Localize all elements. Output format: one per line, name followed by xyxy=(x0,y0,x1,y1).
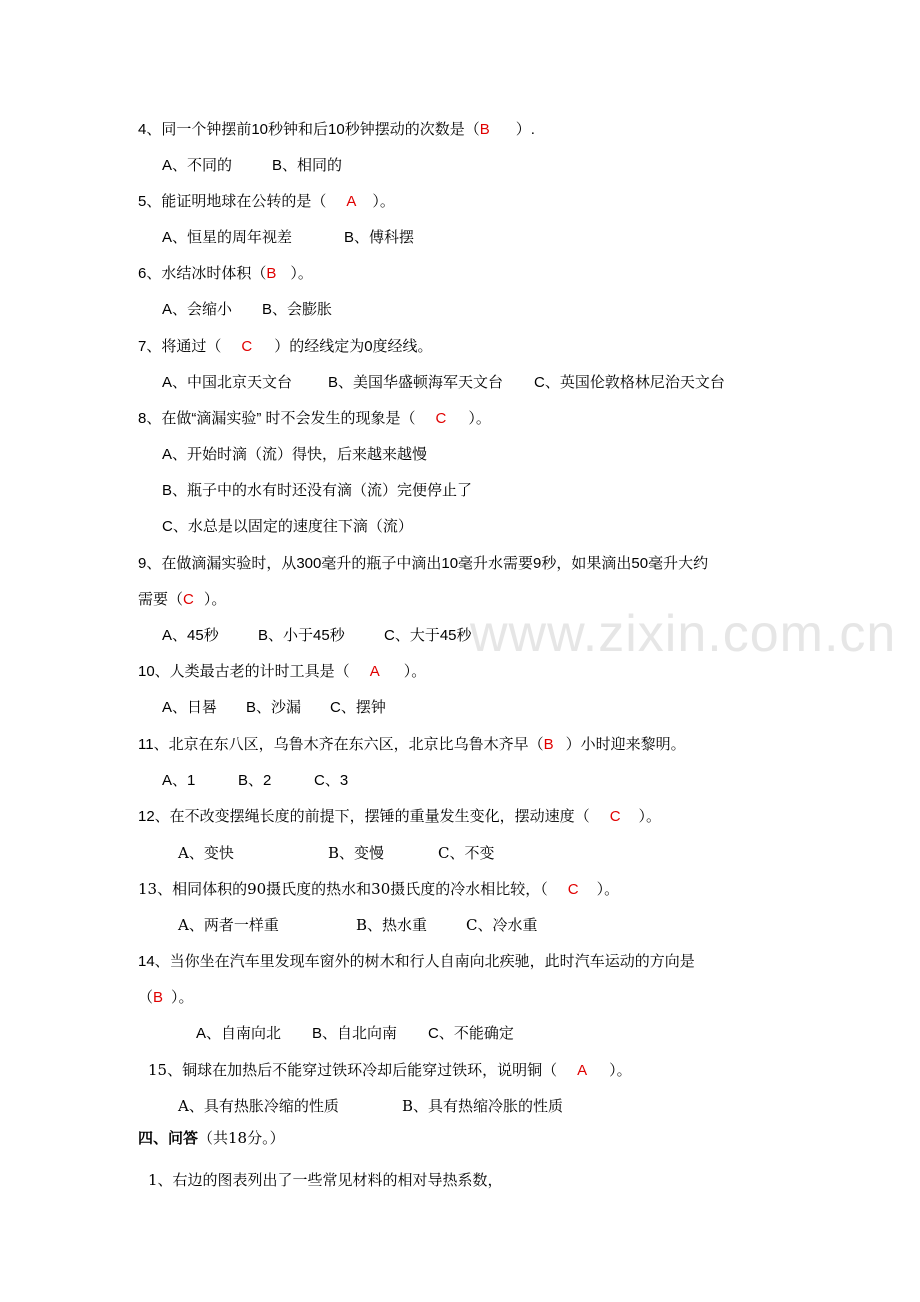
question-15 xyxy=(148,1060,632,1081)
options-4 xyxy=(162,156,342,176)
question-tail: ）. xyxy=(515,121,535,138)
option-8c: C、水总是以固定的速度往下滴（流） xyxy=(162,518,413,535)
question-6 xyxy=(138,264,313,284)
option: C、大于45秒 xyxy=(384,627,472,644)
question-text: 11、北京在东八区，乌鲁木齐在东六区，北京比乌鲁木齐早（ xyxy=(138,736,544,753)
question-tail: ）。 xyxy=(372,193,395,210)
question-8 xyxy=(138,409,491,429)
option: C、不能确定 xyxy=(428,1025,514,1042)
options-10 xyxy=(162,698,386,718)
question-11 xyxy=(138,735,686,755)
options-6 xyxy=(162,300,332,320)
question-text: （ xyxy=(138,989,154,1006)
question-tail: ）。 xyxy=(203,591,227,608)
option: A、自南向北 xyxy=(196,1025,282,1042)
option: B、小于45秒 xyxy=(258,627,345,644)
watermark: www.zixin.com.cn xyxy=(470,605,897,663)
option: A、日晷 xyxy=(162,699,218,716)
option: C、不变 xyxy=(438,844,495,862)
option-8b: B、瓶子中的水有时还没有滴（流）完便停止了 xyxy=(162,482,473,499)
question-7 xyxy=(138,337,433,357)
option: C、冷水重 xyxy=(466,916,538,934)
answer-mark: B xyxy=(543,736,554,753)
answer-mark: C xyxy=(241,338,253,355)
question-tail: ）。 xyxy=(468,410,491,427)
options-15 xyxy=(178,1096,563,1116)
final-question: 1、右边的图表列出了一些常见材料的相对导热系数， xyxy=(148,1171,503,1189)
question-14: 14、当你坐在汽车里发现车窗外的树木和行人自南向北疾驰，此时汽车运动的方向是 xyxy=(138,953,695,970)
answer-mark: B xyxy=(266,265,277,282)
question-9: 9、在做滴漏实验时，从300毫升的瓶子中滴出10毫升水需要9秒，如果滴出50毫升大约 xyxy=(138,555,709,572)
question-text: 8、在做“滴漏实验” 时不会发生的现象是（ xyxy=(138,410,416,427)
option: C、3 xyxy=(314,772,349,789)
question-text: 4、同一个钟摆前10秒钟和后10秒钟摆动的次数是（ xyxy=(138,121,480,138)
options-12 xyxy=(178,843,494,863)
question-text: 需要（ xyxy=(138,591,184,608)
question-tail: ）。 xyxy=(290,265,313,282)
option: A、1 xyxy=(162,772,196,789)
options-14 xyxy=(196,1024,514,1044)
option-8a: A、开始时滴（流）得快，后来越来越慢 xyxy=(162,446,428,463)
option: B、2 xyxy=(238,772,272,789)
question-text: 15、铜球在加热后不能穿过铁环冷却后能穿过铁环，说明铜（ xyxy=(148,1061,558,1079)
answer-mark: A xyxy=(346,193,357,210)
question-text: 13、相同体积的90摄氏度的热水和30摄氏度的冷水相比较，（ xyxy=(138,880,548,898)
question-4 xyxy=(138,120,535,140)
question-tail: ）。 xyxy=(171,989,194,1006)
question-9-cont xyxy=(138,590,226,610)
answer-mark: C xyxy=(567,881,579,898)
question-12 xyxy=(138,807,661,827)
question-tail: ）。 xyxy=(638,808,662,825)
question-5 xyxy=(138,192,395,212)
option: B、自北向南 xyxy=(312,1025,398,1042)
option: A、会缩小 xyxy=(162,301,233,318)
options-11 xyxy=(162,771,348,791)
answer-mark: C xyxy=(435,410,447,427)
option: B、热水重 xyxy=(356,916,428,934)
option: B、傅科摆 xyxy=(344,229,415,246)
section-note: （共18分。） xyxy=(198,1129,285,1147)
option: B、变慢 xyxy=(328,844,385,862)
section-title: 四、问答 xyxy=(138,1129,199,1147)
option: C、英国伦敦格林尼治天文台 xyxy=(534,374,725,391)
options-7 xyxy=(162,373,725,393)
question-text: 6、水结冰时体积（ xyxy=(138,265,267,282)
question-10 xyxy=(138,662,426,682)
options-9 xyxy=(162,626,472,646)
option: A、中国北京天文台 xyxy=(162,374,293,391)
answer-mark: A xyxy=(369,663,380,680)
question-text: 5、能证明地球在公转的是（ xyxy=(138,193,327,210)
option: A、45秒 xyxy=(162,627,219,644)
options-13 xyxy=(178,915,537,935)
question-tail: ）。 xyxy=(596,880,620,898)
options-5 xyxy=(162,228,414,248)
question-text: 7、将通过（ xyxy=(138,338,222,355)
option: B、相同的 xyxy=(272,157,343,174)
option: B、会膨胀 xyxy=(262,301,333,318)
option: A、变快 xyxy=(178,844,234,862)
option: A、恒星的周年视差 xyxy=(162,229,293,246)
option: B、沙漏 xyxy=(246,699,302,716)
answer-mark: C xyxy=(183,591,194,608)
question-tail: ）。 xyxy=(403,663,427,680)
question-text: 10、人类最古老的计时工具是（ xyxy=(138,663,350,680)
option: A、不同的 xyxy=(162,157,233,174)
question-14-cont xyxy=(138,988,194,1008)
option: C、摆钟 xyxy=(330,699,386,716)
option: A、两者一样重 xyxy=(178,916,279,934)
option: A、具有热胀冷缩的性质 xyxy=(178,1097,339,1115)
question-text: 12、在不改变摆绳长度的前提下，摆锤的重量发生变化，摆动速度（ xyxy=(138,808,590,825)
answer-mark: A xyxy=(577,1062,588,1079)
question-tail: ）。 xyxy=(609,1061,632,1079)
question-tail: ）的经线定为0度经线。 xyxy=(274,338,433,355)
answer-mark: C xyxy=(609,808,621,825)
option: B、具有热缩冷胀的性质 xyxy=(402,1097,564,1115)
section-heading xyxy=(138,1128,285,1148)
question-13 xyxy=(138,879,619,900)
answer-mark: B xyxy=(153,989,164,1006)
question-tail: ）小时迎来黎明。 xyxy=(565,736,686,753)
option: B、美国华盛顿海军天文台 xyxy=(328,374,504,391)
answer-mark: B xyxy=(479,121,490,138)
